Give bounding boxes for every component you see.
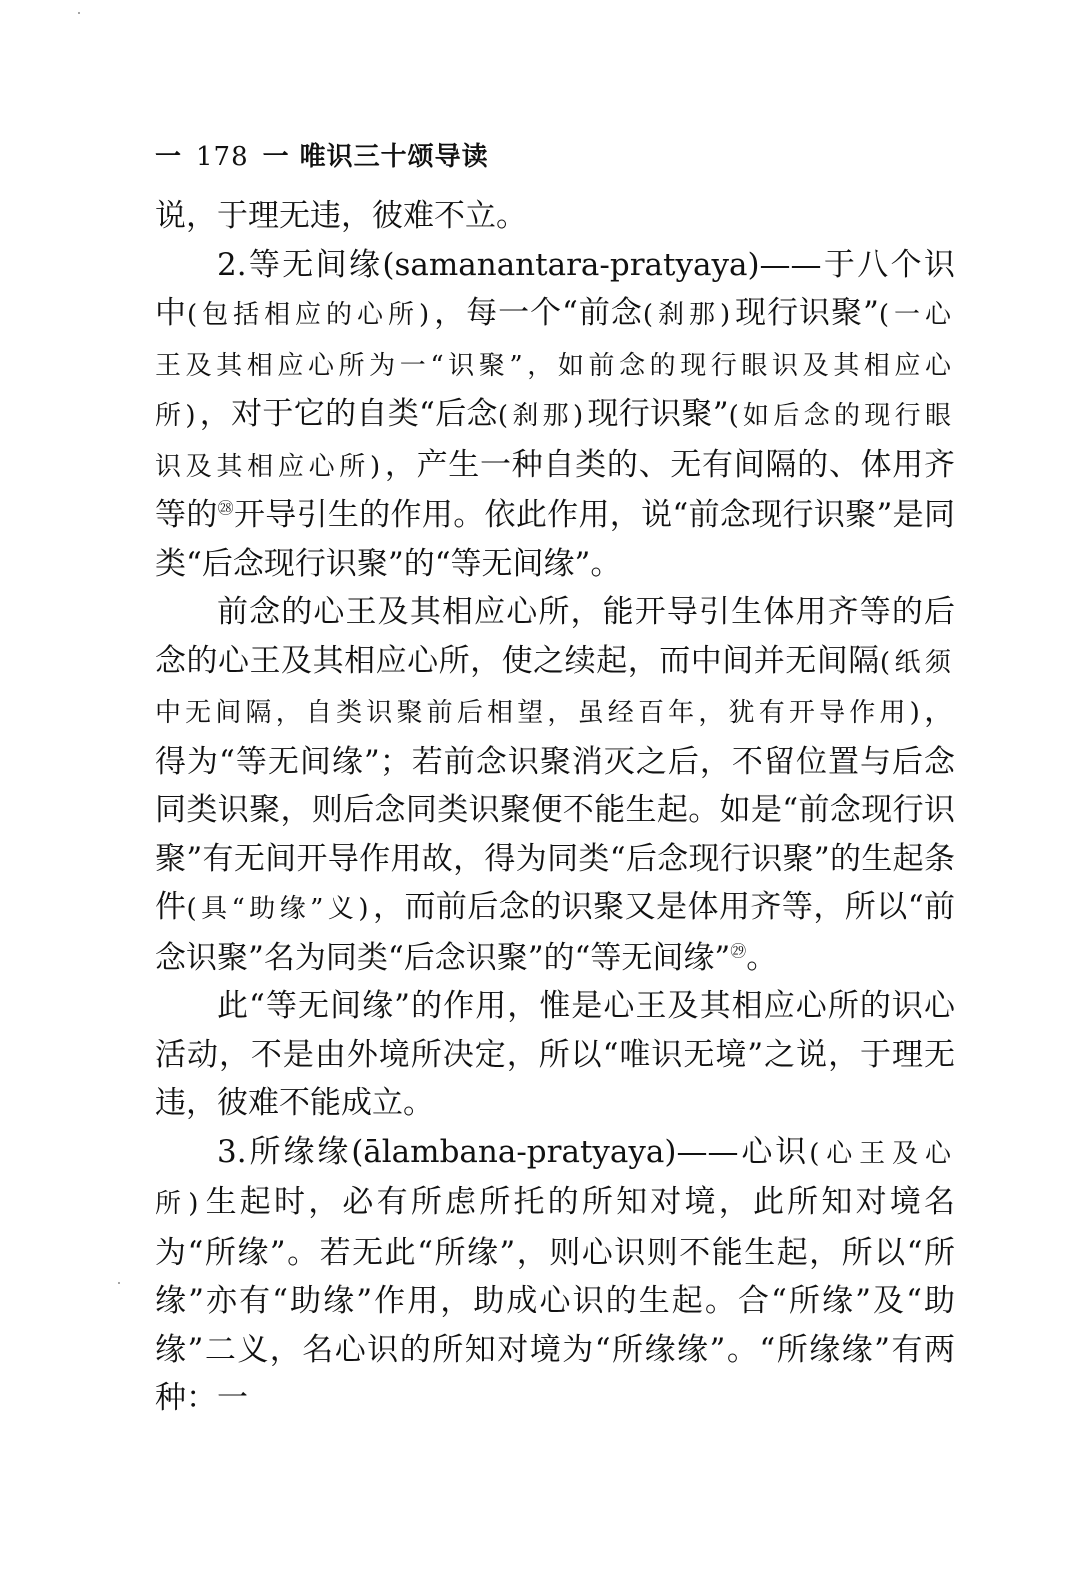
text-run: ，对于它的自类“后念: [199, 396, 498, 432]
header-dash-left: 一: [155, 142, 183, 172]
paragraph: [155, 588, 955, 982]
book-title: 唯识三十颂导读: [299, 142, 489, 172]
text-run: ，每一个“前念: [433, 295, 643, 331]
parenthetical-note: (心王及心所): [155, 1138, 955, 1219]
scan-speck: [118, 1282, 120, 1284]
paragraph: [155, 982, 955, 1128]
text-run: 此“等无间缘”的作用，惟是心王及其相应心所的识心活动，不是由外境所决定，所以“唯识无境”之说，于理无违，彼难不能成立。: [155, 988, 955, 1121]
body-text: [155, 192, 955, 1423]
parenthetical-note: (刹那): [497, 401, 588, 431]
text-run: ，而前后念的识聚又是体用齐等，所以“前念识聚”名为同类“后念识聚”的“等无间缘”: [155, 889, 956, 976]
scan-speck: [78, 12, 80, 14]
header-dash-right: 一: [262, 142, 290, 172]
paragraph: [155, 241, 955, 589]
text-run: 说，于理无违，彼难不立。: [155, 198, 527, 234]
footnote-marker: ㉘: [217, 498, 234, 518]
running-header: [155, 136, 489, 173]
parenthetical-note: (一心王及其相应心所为一“识聚”，如前念的现行眼识及其相应心所): [155, 300, 955, 431]
paragraph: [155, 192, 955, 241]
text-run: 前念的心王及其相应心所，能开导引生体用齐等的后念的心王及其相应心所，使之续起，而中间并无间隔: [155, 594, 955, 679]
parenthetical-note: (刹那): [642, 300, 735, 330]
text-run: 2.等无间缘(samanantara-pratyaya)——于八个识中: [155, 246, 955, 331]
text-run: 现行识聚”: [734, 295, 879, 331]
text-run: 生起时，必有所虑所托的所知对境，此所知对境名为“所缘”。若无此“所缘”，则心识则不能生起，所以“所缘”亦有“助缘”作用，助成心识的生起。合“所缘”及“助缘”二义，名心识的所知对境为“所缘缘”。“所缘缘”有两种：一: [155, 1184, 955, 1416]
parenthetical-note: (具“助缘”义): [186, 894, 373, 924]
parenthetical-note: (包括相应的心所): [186, 300, 434, 330]
text-run: 现行识聚”: [587, 396, 729, 432]
text-run: ，得为“等无间缘”；若前念识聚消灭之后，不留位置与后念同类识聚，则后念同类识聚便不能生起。如是“前念现行识聚”有无间开导作用故，得为同类“后念现行识聚”的生起条件: [155, 693, 955, 925]
parenthetical-note: (如后念的现行眼识及其相应心所): [155, 401, 955, 482]
text-run: ，产生一种自类的、无有间隔的、体用齐等的: [155, 446, 955, 533]
page-number: 178: [196, 142, 249, 172]
footnote-marker: ㉙: [730, 941, 747, 961]
paragraph: [155, 1128, 955, 1423]
text-run: 开导引生的作用。依此作用，说“前念现行识聚”是同类“后念现行识聚”的“等无间缘”。: [155, 497, 955, 582]
text-run: 3.所缘缘(ālambana-pratyaya)——心识: [217, 1133, 810, 1170]
parenthetical-note: (纸须中无间隔，自类识聚前后相望，虽经百年，犹有开导作用): [155, 647, 955, 728]
text-run: 。: [746, 939, 778, 976]
